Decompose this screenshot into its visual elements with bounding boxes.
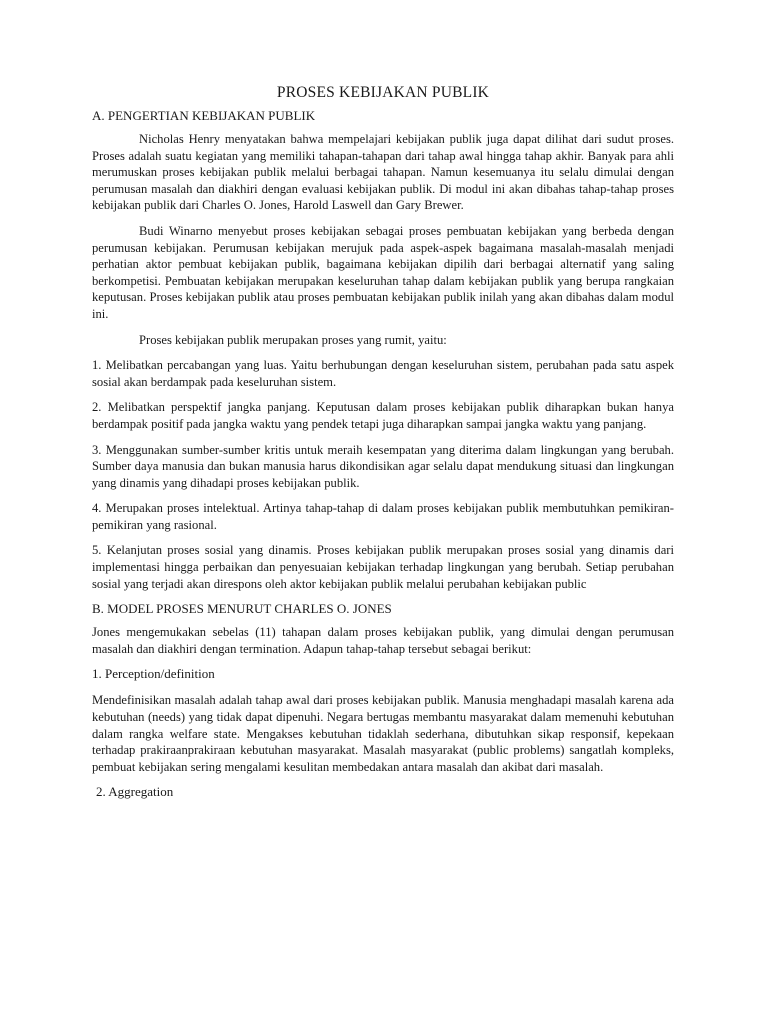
paragraph-winarno: Budi Winarno menyebut proses kebijakan sebagai proses pembuatan kebijakan yang berbeda dengan perumusan kebijakan. Perumusan kebijakan merujuk pada aspek-aspek bagaimana masalah-masalah menjadi perhatian aktor pembuat kebijakan publik, bagaimana kebijakan dipilih dari berbagai alternatif yang saling berkompetisi. Pembuatan kebijakan merupakan keseluruhan tahap dalam kebijakan publik yang berupa rangkaian keputusan. Proses kebijakan publik atau proses pembuatan kebijakan publik inilah yang akan dibahas dalam modul ini. xyxy=(92,223,674,321)
document-page xyxy=(92,84,674,810)
list-item-5: 5. Kelanjutan proses sosial yang dinamis. Proses kebijakan publik merupakan proses sosial yang dinamis dari implementasi hingga perbaikan dan penyesuaian kebijakan terhadap lingkungan yang berubah. Setiap perubahan sosial yang terjadi akan direspons oleh aktor kebijakan publik melalui perubahan kebijakan public xyxy=(92,543,674,591)
section-a-heading: A. PENGERTIAN KEBIJAKAN PUBLIK xyxy=(92,108,316,123)
paragraph-rumit-intro: Proses kebijakan publik merupakan proses yang rumit, yaitu: xyxy=(139,332,447,347)
document-title: PROSES KEBIJAKAN PUBLIK xyxy=(276,84,490,101)
list-item-1: 1. Melibatkan percabangan yang luas. Yaitu berhubungan dengan keseluruhan sistem, perubahan pada satu aspek sosial akan berdampak pada keseluruhan sistem. xyxy=(92,358,674,389)
paragraph-step-1: Mendefinisikan masalah adalah tahap awal dari proses kebijakan publik. Manusia menghadapi masalah karena ada kebutuhan (needs) yang tidak dapat dipenuhi. Negara bertugas membantu masyarakat dalam memenuhi kebutuhan dalam rangka welfare state. Mengakses kebutuhan tidaklah sederhana, dibutuhkan sikap responsif, kepekaan terhadap prakiraanprakiraan kebutuhan masyarakat. Masalah masyarakat (public problems) sangatlah kompleks, pembuat kebijakan sering mengalami kesulitan membedakan antara masalah dan akibat dari masalah. xyxy=(92,693,674,774)
list-item-3: 3. Menggunakan sumber-sumber kritis untuk meraih kesempatan yang diterima dalam lingkungan yang berubah. Sumber daya manusia dan bukan manusia harus dikondisikan agar selalu dapat mendukung situasi dan lingkungan yang dinamis yang dihadapi proses kebijakan publik. xyxy=(92,442,674,490)
section-b-heading: B. MODEL PROSES MENURUT CHARLES O. JONES xyxy=(92,601,392,617)
paragraph-henry: Nicholas Henry menyatakan bahwa mempelajari kebijakan publik juga dapat dilihat dari sudut proses. Proses adalah suatu kegiatan yang memiliki tahapan-tahapan dari tahap awal hingga tahap akhir. Banyak para ahli merumuskan proses kebijakan publik melalui berbagai tahapan. Namun kesemuanya itu selalu dimulai dengan perumusan masalah dan diakhiri dengan evaluasi kebijakan publik. Di modul ini akan dibahas tahap-tahap proses kebijakan publik dari Charles O. Jones, Harold Laswell dan Gary Brewer. xyxy=(92,132,674,213)
paragraph-jones-intro: Jones mengemukakan sebelas (11) tahapan dalam proses kebijakan publik, yang dimulai dengan perumusan masalah dan diakhiri dengan termination. Adapun tahap-tahap tersebut sebagai berikut: xyxy=(92,625,674,656)
list-item-4: 4. Merupakan proses intelektual. Artinya tahap-tahap di dalam proses kebijakan publik membutuhkan pemikiran-pemikiran yang rasional. xyxy=(92,501,674,532)
list-item-2: 2. Melibatkan perspektif jangka panjang. Keputusan dalam proses kebijakan publik diharapkan bukan hanya berdampak positif pada jangka waktu yang pendek tetapi juga diharapkan sampai jangka waktu yang panjang. xyxy=(92,400,674,431)
step-1-heading: 1. Perception/definition xyxy=(92,666,215,682)
step-2-heading: 2. Aggregation xyxy=(96,784,174,800)
